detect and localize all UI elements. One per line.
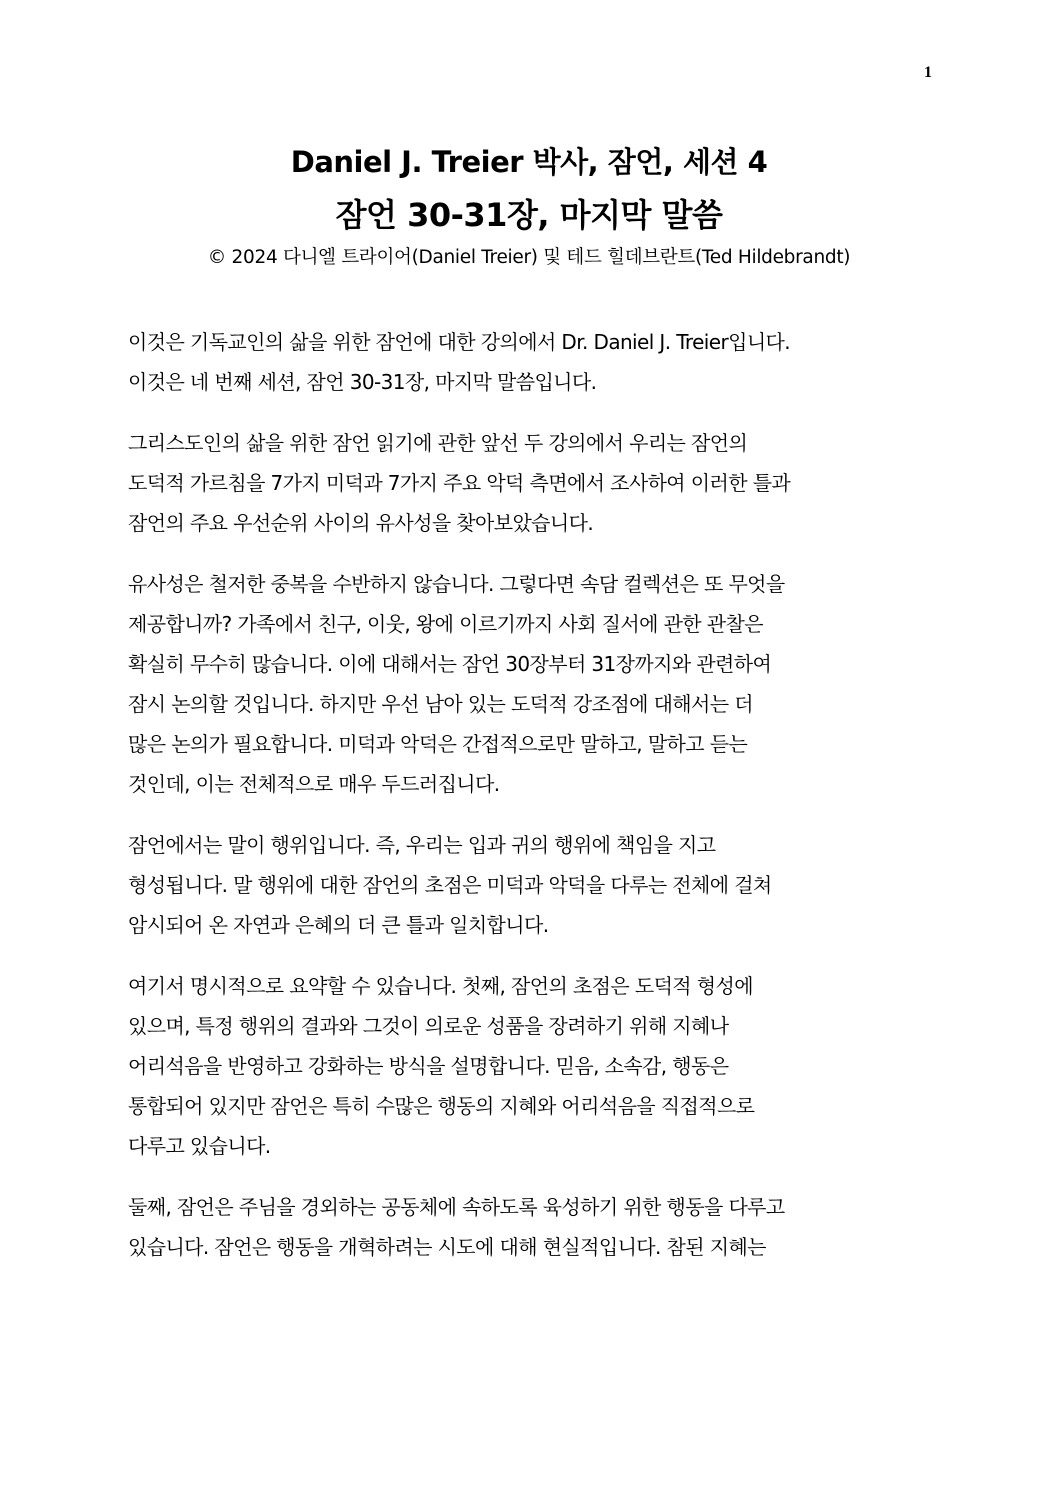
- document-title: Daniel J. Treier 박사, 잠언, 세션 4: [290, 145, 768, 179]
- text-line: 형성됩니다. 말 행위에 대한 잠언의 초점은 미덕과 악덕을 다루는 전체에 걸쳐: [128, 873, 772, 897]
- paragraph-4: [128, 825, 924, 945]
- text-line: 제공합니까? 가족에서 친구, 이웃, 왕에 이르기까지 사회 질서에 관한 관찰은: [128, 612, 763, 636]
- paragraph-6: [128, 1187, 924, 1267]
- text-line: 둘째, 잠언은 주님을 경외하는 공동체에 속하도록 육성하기 위한 행동을 다루고: [128, 1195, 785, 1219]
- text-line: 도덕적 가르침을 7가지 미덕과 7가지 주요 악덕 측면에서 조사하여 이러한 틀과: [128, 471, 791, 495]
- text-line: 통합되어 있지만 잠언은 특히 수많은 행동의 지혜와 어리석음을 직접적으로: [128, 1094, 755, 1118]
- text-line: 그리스도인의 삶을 위한 잠언 읽기에 관한 앞선 두 강의에서 우리는 잠언의: [128, 431, 748, 455]
- text-line: 많은 논의가 필요합니다. 미덕과 악덕은 간접적으로만 말하고, 말하고 듣는: [128, 732, 748, 756]
- text-line: 잠언에서는 말이 행위입니다. 즉, 우리는 입과 귀의 행위에 책임을 지고: [128, 833, 716, 857]
- document-body: [128, 322, 924, 1288]
- paragraph-1: [128, 322, 924, 402]
- text-line: 잠언의 주요 우선순위 사이의 유사성을 찾아보았습니다.: [128, 511, 594, 535]
- text-line: 유사성은 철저한 중복을 수반하지 않습니다. 그렇다면 속담 컬렉션은 또 무엇을: [128, 572, 785, 596]
- text-line: 있으며, 특정 행위의 결과와 그것이 의로운 성품을 장려하기 위해 지혜나: [128, 1014, 729, 1038]
- document-subtitle: 잠언 30-31장, 마지막 말씀: [335, 196, 723, 234]
- text-line: 다루고 있습니다.: [128, 1134, 271, 1158]
- text-line: 이것은 기독교인의 삶을 위한 잠언에 대한 강의에서 Dr. Daniel J. Treier입니다.: [128, 330, 791, 354]
- paragraph-3: [128, 564, 924, 804]
- text-line: 여기서 명시적으로 요약할 수 있습니다. 첫째, 잠언의 초점은 도덕적 형성에: [128, 974, 753, 998]
- paragraph-2: [128, 423, 924, 543]
- text-line: 어리석음을 반영하고 강화하는 방식을 설명합니다. 믿음, 소속감, 행동은: [128, 1054, 729, 1078]
- text-line: 있습니다. 잠언은 행동을 개혁하려는 시도에 대해 현실적입니다. 참된 지혜는: [128, 1235, 766, 1259]
- copyright-notice: © 2024 다니엘 트라이어(Daniel Treier) 및 테드 힐데브란트(Ted Hildebrandt): [207, 247, 851, 268]
- text-line: 이것은 네 번째 세션, 잠언 30-31장, 마지막 말씀입니다.: [128, 370, 597, 394]
- paragraph-5: [128, 966, 924, 1166]
- page-number: 1: [924, 64, 932, 81]
- document-header: [0, 142, 1058, 272]
- text-line: 확실히 무수히 많습니다. 이에 대해서는 잠언 30장부터 31장까지와 관련하여: [128, 652, 772, 676]
- text-line: 것인데, 이는 전체적으로 매우 두드러집니다.: [128, 772, 500, 796]
- text-line: 암시되어 온 자연과 은혜의 더 큰 틀과 일치합니다.: [128, 913, 549, 937]
- text-line: 잠시 논의할 것입니다. 하지만 우선 남아 있는 도덕적 강조점에 대해서는 더: [128, 692, 753, 716]
